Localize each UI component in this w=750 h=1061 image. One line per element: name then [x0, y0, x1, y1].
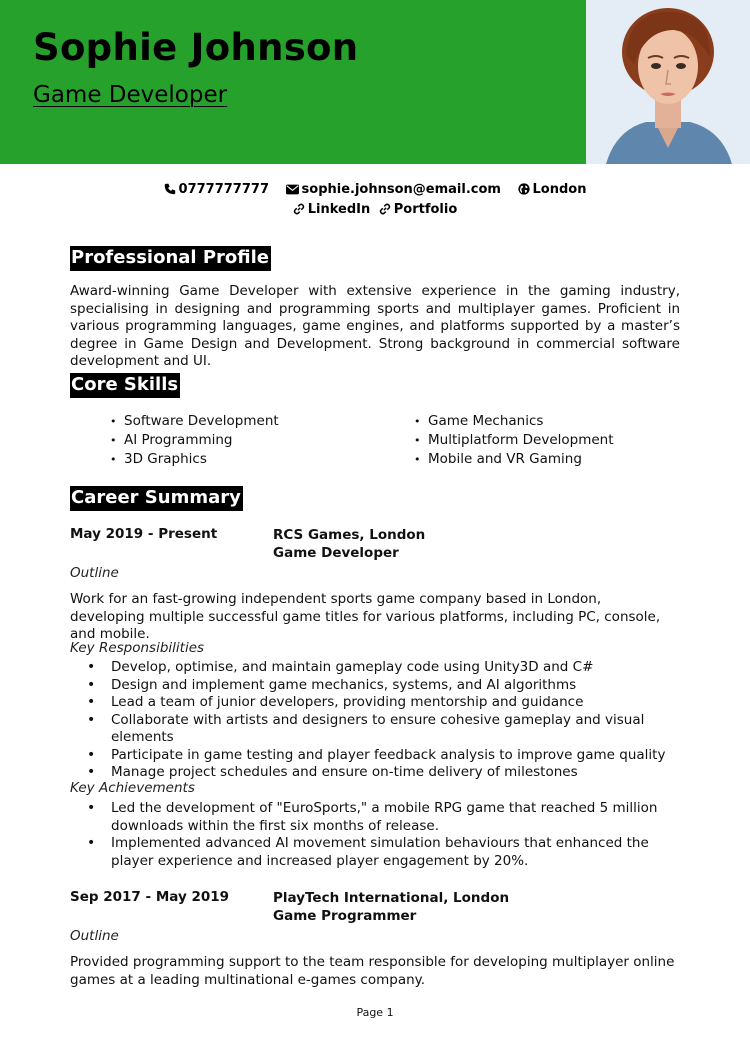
skill-item: • Mobile and VR Gaming	[414, 450, 614, 469]
skills-list-left	[110, 412, 279, 469]
job-1-responsibilities	[70, 659, 690, 782]
job-2-outline-label: Outline	[70, 928, 119, 944]
skills-list-right	[414, 412, 614, 469]
job-1-ach-label: Key Achievements	[70, 780, 195, 796]
portrait-image	[586, 0, 750, 164]
skill-item: • AI Programming	[110, 431, 279, 450]
link-icon	[379, 203, 391, 215]
profile-photo	[586, 0, 750, 164]
email-text: sophie.johnson@email.com	[301, 182, 501, 197]
job-1-company	[273, 526, 425, 562]
contact-phone[interactable]	[164, 182, 269, 197]
job-1-outline-label: Outline	[70, 565, 119, 581]
list-item: • Develop, optimise, and maintain gameplay code using Unity3D and C#	[70, 659, 690, 677]
contact-portfolio[interactable]	[379, 202, 458, 217]
job-2-company-name: PlayTech International, London	[273, 890, 510, 906]
contact-row-1	[0, 182, 750, 197]
list-item: • Design and implement game mechanics, systems, and AI algorithms	[70, 677, 690, 695]
phone-text: 0777777777	[178, 182, 269, 197]
job-1-resp-label: Key Responsibilities	[70, 640, 205, 656]
job-2-outline: Provided programming support to the team responsible for developing multiplayer online games at a leading multinational e-games company.	[70, 954, 675, 988]
globe-icon	[518, 183, 530, 195]
email-icon	[286, 184, 299, 195]
job-1-achievements	[70, 800, 690, 870]
contact-location	[518, 182, 587, 197]
career-heading: Career Summary	[70, 486, 243, 511]
skill-item: • Multiplatform Development	[414, 431, 614, 450]
list-item: • Participate in game testing and player feedback analysis to improve game quality	[70, 747, 690, 765]
contact-row-2	[0, 202, 750, 217]
list-item: • Collaborate with artists and designers to ensure cohesive gameplay and visual elements	[70, 712, 690, 747]
phone-icon	[164, 183, 176, 195]
list-item: • Implemented advanced AI movement simulation behaviours that enhanced the player experience and increased player engagement by 20%.	[70, 835, 690, 870]
job-2-role: Game Programmer	[273, 908, 417, 924]
job-1-company-name: RCS Games, London	[273, 527, 426, 543]
job-1-dates: May 2019 - Present	[70, 526, 218, 542]
page-number: Page 1	[356, 1006, 394, 1019]
contact-linkedin[interactable]	[293, 202, 371, 217]
candidate-name: Sophie Johnson	[33, 26, 359, 69]
skill-item: • Software Development	[110, 412, 279, 431]
profile-heading: Professional Profile	[70, 246, 271, 271]
job-2-dates: Sep 2017 - May 2019	[70, 889, 230, 905]
linkedin-text: LinkedIn	[307, 202, 371, 217]
profile-text: Award-winning Game Developer with extensive experience in the gaming industry, specialising in designing and programming sports and multiplayer games. Proficient in various programming languages, game engines, and platforms supported by a master’s degree in Game Design and Development. Strong background in commercial software development and UI.	[70, 283, 680, 369]
link-icon	[293, 203, 305, 215]
job-1-outline: Work for an fast-growing independent sports game company based in London, developing multiple successful game titles for various platforms, including PC, console, and mobile.	[70, 591, 661, 642]
contact-email[interactable]	[286, 182, 501, 197]
list-item: • Lead a team of junior developers, providing mentorship and guidance	[70, 694, 690, 712]
job-1-role: Game Developer	[273, 545, 399, 561]
job-2-company	[273, 889, 509, 925]
list-item: • Led the development of "EuroSports," a mobile RPG game that reached 5 million downloads within the first six months of release.	[70, 800, 690, 835]
location-text: London	[532, 182, 587, 197]
skill-item: • 3D Graphics	[110, 450, 279, 469]
skills-heading: Core Skills	[70, 373, 180, 398]
skill-item: • Game Mechanics	[414, 412, 614, 431]
portfolio-text: Portfolio	[393, 202, 458, 217]
candidate-title: Game Developer	[33, 82, 228, 108]
list-item: • Manage project schedules and ensure on-time delivery of milestones	[70, 764, 690, 782]
